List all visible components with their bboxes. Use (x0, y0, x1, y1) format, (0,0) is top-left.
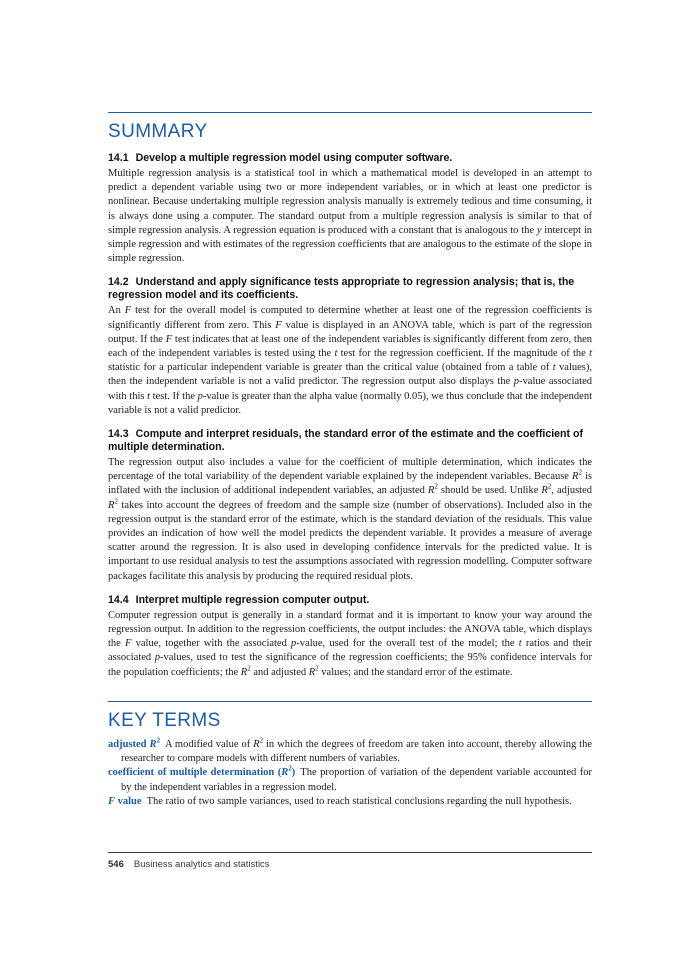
page-footer (108, 852, 592, 870)
section-paragraph-14-2: An F test for the overall model is computed to determine whether at least one of the regression coefficients is significantly different from zero. This F value is displayed in an ANOVA table, which is part of the regression output. If the F test indicates that at least one of the independent variables is significantly different from zero, then each of the independent variables is tested using the t test for the regression coefficient. If the magnitude of the t statistic for a particular independent variable is greater than the critical value (obtained from a table of t values), then the independent variable is not a valid predictor. The regression output also displays the p-value associated with this t test. If the p-value is greater than the alpha value (normally 0.05), we thus conclude that the independent variable is not a valid predictor. (108, 305, 593, 416)
section-number: 14.4 (108, 593, 129, 606)
key-terms-list (108, 738, 592, 809)
key-term-definition: A modified value of $R^2$ in which the degrees of freedom are taken into account, thereby allowing the researcher to compare models with different numbers of variables. (121, 736, 592, 765)
key-term-label: adjusted $R^2$ (108, 736, 160, 750)
book-title: Business analytics and statistics (133, 859, 270, 870)
key-terms-divider (108, 701, 592, 702)
section-paragraph-14-4: Computer regression output is generally in a standard format and it is important to know your way around the regression output. In addition to the regression coefficients, the output includes: the ANOVA table, which displays the F value, together with the associated p-value, used for the overall test of the model; the t ratios and their associated p-values, used to test the significance of the regression coefficients; the 95% confidence intervals for the population coefficients; the $R^2$ and adjusted $R^2$ values; and the standard error of the estimate. (108, 609, 592, 678)
key-term-entry (108, 738, 592, 766)
section-heading-14-2 (108, 276, 592, 302)
key-term-definition: The ratio of two sample variances, used to reach statistical conclusions regarding the null hypothesis. (146, 795, 572, 807)
section-number: 14.1 (108, 152, 129, 164)
section-heading-text: Develop a multiple regression model using computer software. (135, 152, 453, 164)
section-heading-14-4 (108, 594, 592, 607)
page-number: 546 (108, 859, 124, 870)
section-heading-14-3 (108, 428, 592, 454)
section-heading-text: Understand and apply significance tests appropriate to regression analysis; that is, the regression model and its coefficients. (108, 276, 575, 302)
key-terms-title: KEY TERMS (108, 709, 221, 731)
section-number: 14.3 (108, 428, 129, 441)
section-paragraph-14-3: The regression output also includes a value for the coefficient of multiple determination, which indicates the percentage of the total variability of the dependent variable explained by the independent variables. Because $R^2$ is inflated with the inclusion of additional independent variables, an adjusted $R^2$ should be used. Unlike $R^2$, adjusted $R^2$ takes into account the degrees of freedom and the sample size (number of observations). Included also in the regression output is the standard error of the estimate, which is the standard deviation of the residuals. This value provides an indication of how well the model predicts the dependent variable. It provides a measure of average scatter around the regression. It is also used in developing confidence intervals for the predicted value. It is important to use residual analysis to test the assumptions associated with regression modelling. Computer software packages facilitate this analysis by producing the required residual plots. (108, 457, 592, 582)
section-heading-text: Interpret multiple regression computer output. (135, 593, 370, 606)
section-heading-14-1 (108, 152, 592, 165)
key-term-label: coefficient of multiple determination $(R^2)$ (108, 764, 296, 779)
section-number: 14.2 (108, 276, 129, 289)
key-term-definition: The proportion of variation of the dependent variable accounted for by the independent variables in a regression model. (121, 767, 592, 793)
section-paragraph-14-1: Multiple regression analysis is a statistical tool in which a mathematical model is developed in an attempt to predict a dependent variable using two or more independent variables, or in which at least one predictor is nonlinear. Because undertaking multiple regression analysis manually is extremely tedious and time consuming, it is always done using a computer. The standard output from a multiple regression analysis is similar to that of simple regression analysis. A regression equation is produced with a constant that is analogous to the y intercept in simple regression and with estimates of the regression coefficients that are analogous to the estimate of the slope in simple regression. (108, 168, 592, 265)
key-term-entry (108, 766, 592, 794)
summary-title: SUMMARY (108, 121, 208, 142)
key-term-entry (108, 795, 592, 809)
section-heading-text: Compute and interpret residuals, the standard error of the estimate and the coefficient of multiple determination. (108, 428, 583, 454)
key-term-label: F value (108, 795, 142, 807)
top-divider (108, 112, 592, 113)
page-content (108, 0, 592, 809)
